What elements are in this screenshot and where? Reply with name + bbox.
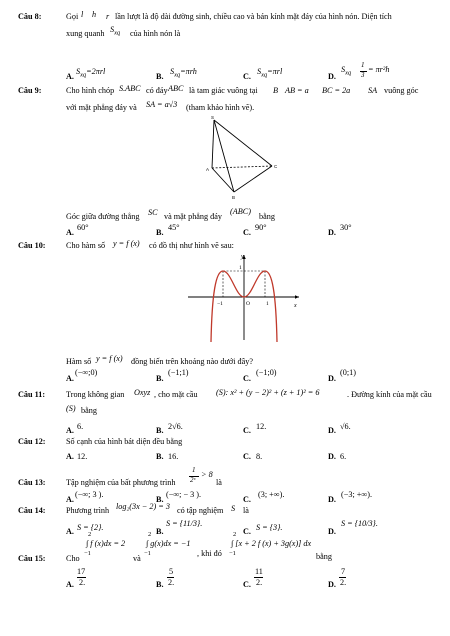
q15-option-a-den[interactable]: 2. bbox=[79, 578, 86, 587]
q9-question-3: bằng bbox=[259, 212, 275, 221]
edge-ac-hidden bbox=[212, 166, 272, 168]
q15-int3-upper: 2 bbox=[233, 531, 237, 538]
edge-sa bbox=[212, 120, 214, 168]
q8-option-d-frac-den: 3 bbox=[361, 71, 365, 79]
q8-text-2: lần lượt là độ dài đường sinh, chiều cao và bán kính mặt đáy của hình nón. Diện tích bbox=[115, 12, 392, 21]
q10-question-fx: y = f (x) bbox=[96, 354, 123, 363]
q14-option-a-letter[interactable]: A. bbox=[66, 527, 74, 536]
q11-option-d-letter[interactable]: D. bbox=[328, 426, 336, 435]
q12-option-b-letter[interactable]: B. bbox=[156, 452, 164, 461]
q13-frac-den: 2ˣ bbox=[190, 476, 196, 484]
question-11-label: Câu 11: bbox=[18, 390, 46, 399]
q15-integral-1: ∫ f (x)dx = 2 bbox=[86, 539, 126, 548]
q12-option-c[interactable]: 8. bbox=[256, 452, 263, 461]
q9-text-2: có đáy bbox=[146, 86, 168, 95]
q12-option-a-letter[interactable]: A. bbox=[66, 452, 74, 461]
q11-option-d[interactable]: √6. bbox=[340, 422, 351, 431]
q9-sc: SC bbox=[148, 208, 158, 217]
q15-option-d-num[interactable]: 7 bbox=[341, 567, 346, 576]
q13-text-2: là bbox=[216, 478, 222, 487]
q11-text-1: Trong không gian bbox=[66, 390, 125, 399]
q8-option-a-letter[interactable]: A. bbox=[66, 72, 74, 81]
question-8-label: Câu 8: bbox=[18, 12, 42, 21]
q13-option-c[interactable]: (3; +∞). bbox=[258, 490, 285, 499]
label-s: S bbox=[211, 115, 215, 120]
q15-option-c-num[interactable]: 11 bbox=[255, 567, 263, 576]
q15-option-b-letter[interactable]: B. bbox=[156, 580, 164, 589]
label-y: y bbox=[241, 254, 244, 260]
q9-text-5: với mặt phẳng đáy và bbox=[66, 103, 137, 112]
q9-option-c[interactable]: 90° bbox=[255, 223, 267, 232]
q11-equation: (S): x² + (y − 2)² + (z + 1)² = 6 bbox=[216, 388, 320, 397]
q10-option-c-letter[interactable]: C. bbox=[243, 374, 251, 383]
q8-text-1: Gọi bbox=[66, 12, 79, 21]
q13-inequality: > 8 bbox=[201, 470, 213, 479]
q9-plane: (ABC) bbox=[230, 207, 251, 216]
q11-text-3: . Đường kính của mặt cầu bbox=[347, 390, 432, 399]
x-axis-arrow bbox=[295, 295, 299, 299]
q8-option-c-letter[interactable]: C. bbox=[243, 72, 251, 81]
q15-text-2: và bbox=[133, 554, 141, 563]
q9-question-2: và mặt phẳng đáy bbox=[164, 212, 222, 221]
q8-text-4: của hình nón là bbox=[130, 29, 181, 38]
q9-option-a[interactable]: 60° bbox=[77, 223, 89, 232]
pyramid-figure bbox=[200, 116, 290, 202]
q9-ab: AB = a bbox=[285, 86, 309, 95]
function-graph bbox=[185, 252, 305, 344]
q15-integral-3: ∫ [x + 2 f (x) + 3g(x)] dx bbox=[231, 539, 312, 548]
q13-option-b-letter[interactable]: B. bbox=[156, 495, 164, 504]
q8-option-b[interactable]: $S_{xq}=\pi rh$ bbox=[170, 67, 197, 79]
q9-question: Góc giữa đường thẳng bbox=[66, 212, 140, 221]
q15-option-b-den[interactable]: 2. bbox=[168, 578, 175, 587]
q9-text-4: vuông góc bbox=[384, 86, 419, 95]
q9-sa-value: SA = a√3 bbox=[146, 100, 178, 109]
q9-abc: ABC bbox=[168, 84, 184, 93]
q8-option-d-tail: = πr²h bbox=[368, 65, 390, 74]
q8-var-r: r bbox=[106, 12, 110, 21]
q15-int1-lower: −1 bbox=[84, 550, 91, 557]
q14-option-d[interactable]: S = {10/3}. bbox=[341, 519, 378, 528]
q8-text-3: xung quanh bbox=[66, 29, 105, 38]
q10-option-b-letter[interactable]: B. bbox=[156, 374, 164, 383]
question-13-label: Câu 13: bbox=[18, 478, 46, 487]
q8-sxq: $S_{xq}$ bbox=[110, 25, 121, 37]
q15-option-d-den[interactable]: 2. bbox=[340, 578, 347, 587]
q12-text: Số cạnh của hình bát diện đều bằng bbox=[66, 437, 183, 446]
q9-sabc: S.ABC bbox=[119, 84, 141, 93]
q11-option-a-letter[interactable]: A. bbox=[66, 426, 74, 435]
q9-text-1: Cho hình chóp bbox=[66, 86, 115, 95]
q13-option-d[interactable]: (−3; +∞). bbox=[341, 490, 372, 499]
q12-option-d[interactable]: 6. bbox=[340, 452, 347, 461]
q9-option-a-letter[interactable]: A. bbox=[66, 228, 74, 237]
q11-s: (S) bbox=[66, 404, 76, 413]
q11-option-b-letter[interactable]: B. bbox=[156, 426, 164, 435]
q8-option-d-letter[interactable]: D. bbox=[328, 72, 336, 81]
label-x-pos1: 1 bbox=[266, 301, 269, 307]
q15-option-a-num[interactable]: 17 bbox=[77, 567, 86, 576]
q9-bc: BC = 2a bbox=[322, 86, 351, 95]
question-12-label: Câu 12: bbox=[18, 437, 46, 446]
q13-option-a-letter[interactable]: A. bbox=[66, 495, 74, 504]
q10-option-d[interactable]: (0;1) bbox=[340, 368, 356, 377]
q9-option-b[interactable]: 45° bbox=[168, 223, 180, 232]
question-10-label: Câu 10: bbox=[18, 241, 46, 250]
q15-int2-upper: 2 bbox=[148, 531, 152, 538]
q11-oxyz: Oxyz bbox=[134, 388, 151, 397]
q11-text-4: bằng bbox=[81, 406, 97, 415]
q12-option-b[interactable]: 16. bbox=[168, 452, 179, 461]
q12-option-a[interactable]: 12. bbox=[77, 452, 88, 461]
question-9-label: Câu 9: bbox=[18, 86, 42, 95]
q9-b: B bbox=[273, 86, 279, 95]
label-a: A bbox=[206, 167, 210, 172]
q8-option-a[interactable]: $S_{xq}=2\pi rl$ bbox=[76, 67, 106, 79]
question-14-label: Câu 14: bbox=[18, 506, 46, 515]
q15-int1-upper: 2 bbox=[88, 531, 92, 538]
q9-text-3: là tam giác vuông tại bbox=[189, 86, 258, 95]
label-x-neg1: −1 bbox=[217, 301, 223, 307]
q8-option-b-letter[interactable]: B. bbox=[156, 72, 164, 81]
label-origin: O bbox=[246, 301, 250, 307]
q14-text-1: Phương trình bbox=[66, 506, 110, 515]
q14-option-c-letter[interactable]: C. bbox=[243, 527, 251, 536]
q15-option-a-letter[interactable]: A. bbox=[66, 580, 74, 589]
q13-frac-num: 1 bbox=[192, 466, 196, 474]
q15-text-4: bằng bbox=[316, 552, 332, 561]
q15-option-b-num[interactable]: 5 bbox=[169, 567, 174, 576]
q13-option-a[interactable]: (−∞; 3 ). bbox=[75, 490, 104, 499]
q10-option-b[interactable]: (−1;1) bbox=[168, 368, 189, 377]
q10-text-1: Cho hàm số bbox=[66, 241, 106, 250]
q10-fx: y = f (x) bbox=[113, 239, 140, 248]
q11-text-2: , cho mặt cầu bbox=[154, 390, 198, 399]
q10-option-d-letter[interactable]: D. bbox=[328, 374, 336, 383]
q10-option-a[interactable]: (−∞;0) bbox=[75, 368, 98, 377]
q12-option-d-letter[interactable]: D. bbox=[328, 452, 336, 461]
q9-option-d[interactable]: 30° bbox=[340, 223, 352, 232]
q9-sa: SA bbox=[368, 86, 378, 95]
q8-option-d[interactable]: $S_{xq}$ bbox=[341, 65, 352, 77]
q9-option-c-letter[interactable]: C. bbox=[243, 228, 251, 237]
q13-option-b[interactable]: (−∞; − 3 ). bbox=[166, 490, 202, 499]
q9-option-d-letter[interactable]: D. bbox=[328, 228, 336, 237]
q15-text-1: Cho bbox=[66, 554, 80, 563]
q15-option-c-letter[interactable]: C. bbox=[243, 580, 251, 589]
q15-option-d-letter[interactable]: D. bbox=[328, 580, 336, 589]
q14-option-b[interactable]: S = {11/3}. bbox=[166, 519, 203, 528]
question-15-label: Câu 15: bbox=[18, 554, 46, 563]
q10-option-a-letter[interactable]: A. bbox=[66, 374, 74, 383]
edge-bc bbox=[234, 166, 272, 192]
q15-int3-lower: −1 bbox=[229, 550, 236, 557]
q14-option-c[interactable]: S = {3}. bbox=[256, 523, 283, 532]
q14-option-d-letter[interactable]: D. bbox=[328, 527, 336, 536]
q14-s: S bbox=[231, 504, 236, 513]
q12-option-c-letter[interactable]: C. bbox=[243, 452, 251, 461]
label-x: x bbox=[294, 303, 297, 309]
q9-option-b-letter[interactable]: B. bbox=[156, 228, 164, 237]
q11-option-c-letter[interactable]: C. bbox=[243, 426, 251, 435]
label-y-1: 1 bbox=[239, 265, 242, 271]
q8-option-c[interactable]: $S_{xq}=\pi rl$ bbox=[257, 67, 283, 79]
q14-text-3: là bbox=[243, 506, 249, 515]
q10-text-2: có đồ thị như hình vẽ sau: bbox=[149, 241, 234, 250]
q14-equation: log₂(3x − 2) = 3 bbox=[116, 502, 170, 511]
q15-text-3: , khi đó bbox=[197, 549, 222, 558]
q15-int2-lower: −1 bbox=[144, 550, 151, 557]
q13-text-1: Tập nghiệm của bất phương trình bbox=[66, 478, 176, 487]
edge-sc bbox=[214, 120, 272, 166]
q11-option-c[interactable]: 12. bbox=[256, 422, 267, 431]
q8-option-d-frac-num: 1 bbox=[361, 61, 365, 69]
q14-text-2: có tập nghiệm bbox=[177, 506, 224, 515]
q9-text-6: (tham khảo hình vẽ). bbox=[186, 103, 255, 112]
q8-var-l: l bbox=[81, 10, 84, 19]
q10-option-c[interactable]: (−1;0) bbox=[256, 368, 277, 377]
label-c: C bbox=[274, 164, 278, 169]
q14-option-a[interactable]: S = {2}. bbox=[77, 523, 104, 532]
q10-question-2: đồng biến trên khoảng nào dưới đây? bbox=[131, 357, 253, 366]
q13-option-d-letter[interactable]: D. bbox=[328, 495, 336, 504]
q13-option-c-letter[interactable]: C. bbox=[243, 495, 251, 504]
q11-option-b[interactable]: 2√6. bbox=[168, 422, 183, 431]
q10-question-1: Hàm số bbox=[66, 357, 92, 366]
q15-option-c-den[interactable]: 2. bbox=[256, 578, 263, 587]
q8-var-h: h bbox=[92, 10, 97, 19]
q15-integral-2: ∫ g(x)dx = −1 bbox=[146, 539, 191, 548]
q11-option-a[interactable]: 6. bbox=[77, 422, 84, 431]
q14-option-b-letter[interactable]: B. bbox=[156, 527, 164, 536]
label-b: B bbox=[232, 195, 236, 200]
